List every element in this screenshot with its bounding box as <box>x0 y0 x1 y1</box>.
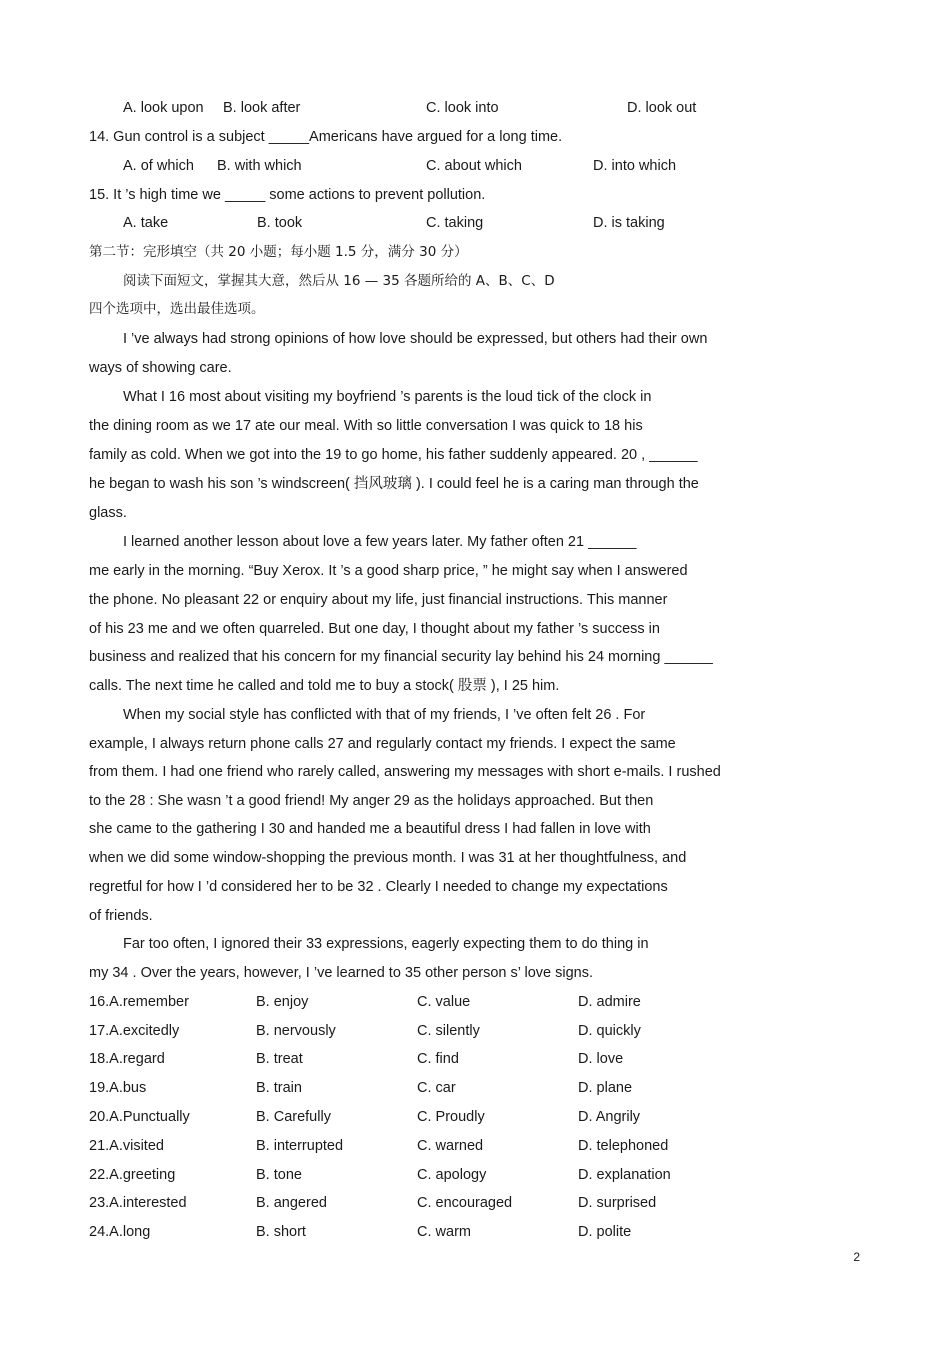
passage-line: from them. I had one friend who rarely called, answering my messages with short e-mails. I rushed <box>89 764 721 780</box>
question-stem: 15. It ’s high time we _____ some actions to prevent pollution. <box>89 187 486 203</box>
option-c: C. look into <box>426 100 499 116</box>
passage-line: family as cold. When we got into the 19 to go home, his father suddenly appeared. 20 , ______ <box>89 447 698 463</box>
passage-line: What I 16 most about visiting my boyfriend ’s parents is the loud tick of the clock in <box>123 389 652 405</box>
q13-options <box>123 97 898 119</box>
option-c: C. car <box>417 1080 456 1096</box>
option-d: D. is taking <box>593 215 665 231</box>
option-row <box>89 1106 864 1128</box>
passage-line: of his 23 me and we often quarreled. But one day, I thought about my father ’s success in <box>89 621 660 637</box>
option-a: 24.A.long <box>89 1224 151 1240</box>
option-row <box>89 1077 864 1099</box>
passage-line: I ’ve always had strong opinions of how love should be expressed, but others had their own <box>123 331 708 347</box>
passage-line: I learned another lesson about love a few years later. My father often 21 ______ <box>123 534 637 550</box>
option-c: C. about which <box>426 158 522 174</box>
passage-line: the dining room as we 17 ate our meal. With so little conversation I was quick to 18 his <box>89 418 643 434</box>
option-b: B. enjoy <box>256 994 309 1010</box>
option-a: 16.A.remember <box>89 994 189 1010</box>
passage-line: Far too often, I ignored their 33 expressions, eagerly expecting them to do thing in <box>123 936 649 952</box>
passage-line: to the 28 : She wasn ’t a good friend! My anger 29 as the holidays approached. But then <box>89 793 654 809</box>
option-b: B. took <box>257 215 303 231</box>
option-b: B. Carefully <box>256 1109 331 1125</box>
option-a: A. of which <box>123 158 194 174</box>
option-c: C. Proudly <box>417 1109 485 1125</box>
passage-line: she came to the gathering I 30 and handed me a beautiful dress I had fallen in love with <box>89 821 651 837</box>
option-row <box>89 1164 864 1186</box>
option-d: D. admire <box>578 994 641 1010</box>
option-row <box>89 991 864 1013</box>
option-c: C. find <box>417 1051 459 1067</box>
option-row <box>89 1048 864 1070</box>
option-b: B. interrupted <box>256 1138 344 1154</box>
passage-line: calls. The next time he called and told me to buy a stock( 股票 ), I 25 him. <box>89 678 560 694</box>
option-d: D. into which <box>593 158 677 174</box>
option-b: B. angered <box>256 1195 327 1211</box>
passage-line: my 34 . Over the years, however, I ’ve learned to 35 other person s’ love signs. <box>89 965 593 981</box>
q14-options <box>123 155 898 177</box>
option-a: 23.A.interested <box>89 1195 187 1211</box>
q15-options <box>123 212 898 234</box>
option-d: D. explanation <box>578 1167 671 1183</box>
option-d: D. look out <box>627 100 697 116</box>
option-row <box>89 1020 864 1042</box>
option-c: C. value <box>417 994 471 1010</box>
passage-line: glass. <box>89 505 127 521</box>
option-b: B. with which <box>217 158 302 174</box>
passage-line: of friends. <box>89 908 153 924</box>
option-a: 20.A.Punctually <box>89 1109 190 1125</box>
option-a: 17.A.excitedly <box>89 1023 180 1039</box>
section-instruction: 阅读下面短文，掌握其大意，然后从 16 — 35 各题所给的 A、B、C、D <box>123 273 555 289</box>
section-instruction: 四个选项中，选出最佳选项。 <box>89 301 265 317</box>
option-d: D. polite <box>578 1224 632 1240</box>
option-a: 21.A.visited <box>89 1138 164 1154</box>
page-number: 2 <box>853 1250 860 1264</box>
option-c: C. apology <box>417 1167 487 1183</box>
passage-line: when we did some window-shopping the previous month. I was 31 at her thoughtfulness, and <box>89 850 687 866</box>
option-row <box>89 1192 864 1214</box>
passage-line: business and realized that his concern for my financial security lay behind his 24 morning ______ <box>89 649 713 665</box>
section-title: 第二节：完形填空（共 20 小题；每小题 1.5 分，满分 30 分） <box>89 244 468 260</box>
option-a: 22.A.greeting <box>89 1167 176 1183</box>
passage-line: ways of showing care. <box>89 360 232 376</box>
option-d: D. quickly <box>578 1023 641 1039</box>
option-b: B. treat <box>256 1051 303 1067</box>
option-c: C. encouraged <box>417 1195 513 1211</box>
passage-line: example, I always return phone calls 27 and regularly contact my friends. I expect the same <box>89 736 676 752</box>
passage-line: the phone. No pleasant 22 or enquiry about my life, just financial instructions. This manner <box>89 592 668 608</box>
option-d: D. love <box>578 1051 624 1067</box>
option-b: B. look after <box>223 100 301 116</box>
option-row <box>89 1221 864 1243</box>
option-d: D. surprised <box>578 1195 657 1211</box>
option-a: A. take <box>123 215 169 231</box>
option-c: C. warned <box>417 1138 484 1154</box>
option-c: C. taking <box>426 215 484 231</box>
passage-line: regretful for how I ’d considered her to be 32 . Clearly I needed to change my expectations <box>89 879 668 895</box>
passage-line: When my social style has conflicted with that of my friends, I ’ve often felt 26 . For <box>123 707 646 723</box>
option-b: B. tone <box>256 1167 302 1183</box>
passage-line: me early in the morning. “Buy Xerox. It ’s a good sharp price, ” he might say when I answered <box>89 563 688 579</box>
question-stem: 14. Gun control is a subject _____Americans have argued for a long time. <box>89 129 563 145</box>
option-row <box>89 1135 864 1157</box>
passage-line: he began to wash his son ’s windscreen( 挡风玻璃 ). I could feel he is a caring man through the <box>89 476 699 492</box>
option-d: D. Angrily <box>578 1109 641 1125</box>
option-c: C. silently <box>417 1023 480 1039</box>
option-c: C. warm <box>417 1224 471 1240</box>
option-d: D. telephoned <box>578 1138 669 1154</box>
option-a: 18.A.regard <box>89 1051 165 1067</box>
option-a: 19.A.bus <box>89 1080 147 1096</box>
option-d: D. plane <box>578 1080 633 1096</box>
option-a: A. look upon <box>123 100 204 116</box>
option-b: B. nervously <box>256 1023 336 1039</box>
option-b: B. train <box>256 1080 302 1096</box>
option-b: B. short <box>256 1224 306 1240</box>
